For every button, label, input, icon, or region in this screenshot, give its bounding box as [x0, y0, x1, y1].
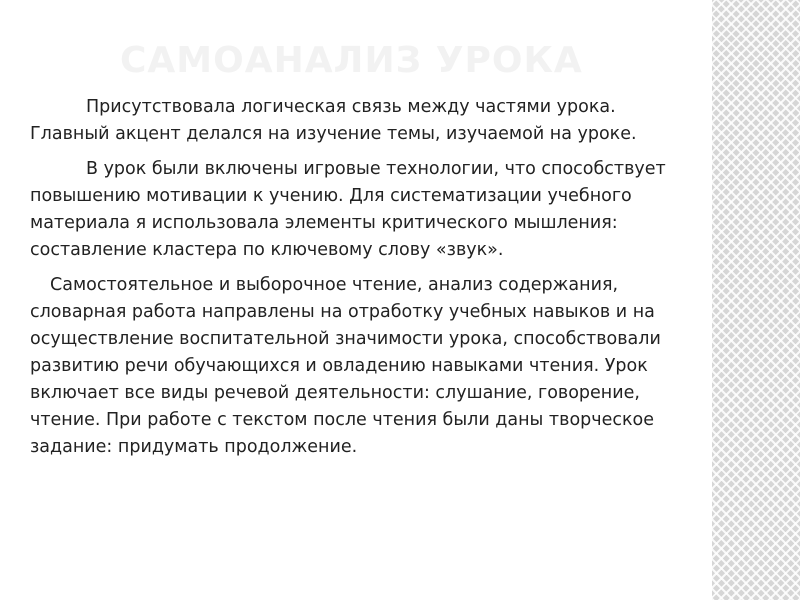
slide-title: САМОАНАЛИЗ УРОКА	[120, 40, 583, 81]
paragraph-game-technologies: В урок были включены игровые технологии, что способствует повышению мотивации к учению. Для систематизации учебного материала я использовала элементы критического мышления: составление кластера по ключевому слову «звук».	[30, 159, 666, 260]
slide-body	[30, 94, 690, 469]
paragraph-reading-work: Самостоятельное и выборочное чтение, анализ содержания, словарная работа направлены на отработку учебных навыков и на осуществление воспитательной значимости урока, способствовали развитию речи обучающихся и овладению навыками чтения. Урок включает все виды речевой деятельности: слушание, говорение, чтение. При работе с текстом после чтения были даны творческое задание: придумать продолжение.	[30, 275, 661, 457]
decorative-side-stripe	[712, 0, 800, 600]
paragraph-logical-connection: Присутствовала логическая связь между частями урока. Главный акцент делался на изучение темы, изучаемой на уроке.	[30, 97, 637, 144]
